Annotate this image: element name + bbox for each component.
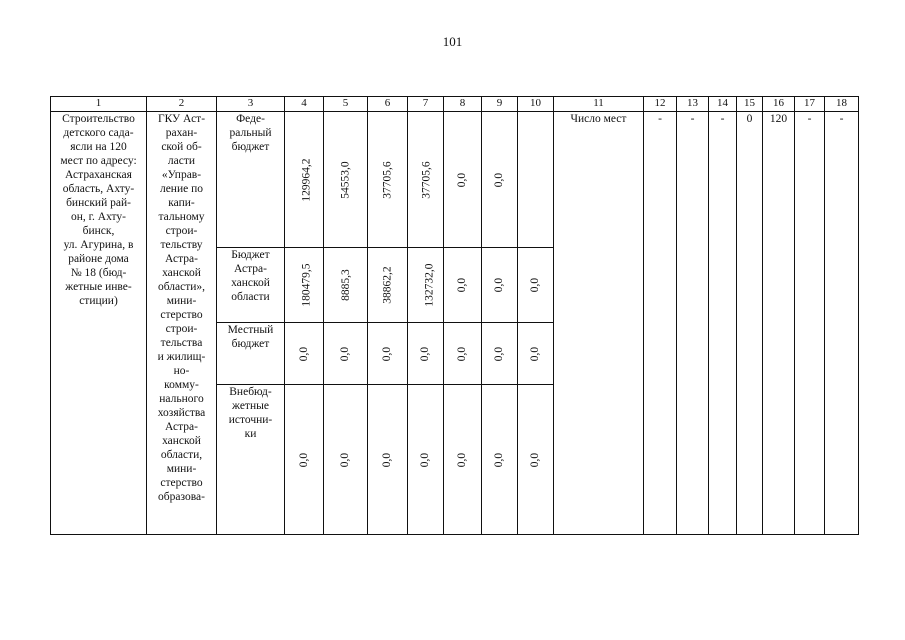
value-text: 38862,2 <box>381 266 394 304</box>
customer-name-line: но- <box>173 365 190 377</box>
column-header: 7 <box>408 97 444 112</box>
project-name-line: Строительство <box>62 113 135 125</box>
indicator-value: - <box>839 113 844 125</box>
value-text: 0,0 <box>456 277 469 293</box>
indicator-value-cell <box>737 112 763 535</box>
value-cell <box>408 112 444 248</box>
funding-source-line: Внебюд- <box>229 386 272 398</box>
value-cell <box>482 112 518 248</box>
customer-name-line: хозяйства <box>157 407 206 419</box>
indicator-value-cell <box>795 112 825 535</box>
indicator-value: - <box>720 113 725 125</box>
header-row <box>51 97 859 112</box>
value-text: 37705,6 <box>381 160 394 199</box>
indicator-value: 120 <box>769 113 788 125</box>
funding-source-line: бюджет <box>231 338 270 350</box>
project-name-line: область, Ахту- <box>62 183 135 195</box>
column-header: 1 <box>51 97 147 112</box>
value-cell <box>518 248 554 323</box>
column-header: 13 <box>677 97 709 112</box>
project-name-line: бинск, <box>82 225 115 237</box>
funding-source-line: ханской <box>231 277 270 289</box>
customer-name <box>147 112 216 504</box>
project-name-line: детского сада- <box>63 127 134 139</box>
value-cell <box>444 112 482 248</box>
value-cell <box>518 323 554 385</box>
project-name-line: бинский рай- <box>66 197 131 209</box>
value-text: 0,0 <box>529 452 542 467</box>
value-text: 0,0 <box>419 452 432 467</box>
funding-source-line: области <box>231 291 270 303</box>
column-header: 14 <box>709 97 737 112</box>
value-text: 0,0 <box>456 172 469 187</box>
customer-name-line: Астра- <box>165 253 198 265</box>
customer-name-line: области, <box>160 449 203 461</box>
indicator-value-cell <box>677 112 709 535</box>
customer-name-line: тальному <box>158 211 205 223</box>
column-header: 16 <box>763 97 795 112</box>
customer-name-line: ГКУ Аст- <box>157 113 206 125</box>
customer-name-line: ханской <box>162 267 201 279</box>
value-text: 54553,0 <box>339 160 352 199</box>
funding-source-line: Местный <box>227 324 274 336</box>
customer-name-line: строи- <box>165 225 198 237</box>
value-text: 8885,3 <box>339 269 352 301</box>
customer-name-line: комму- <box>164 379 199 391</box>
indicator-value-cell <box>644 112 677 535</box>
value-cell <box>482 385 518 535</box>
project-name-line: мест по адресу: <box>60 155 137 167</box>
project-name-line: он, г. Ахту- <box>70 211 127 223</box>
value-cell <box>285 112 324 248</box>
value-text: 0,0 <box>419 346 432 361</box>
funding-source-line: источни- <box>228 414 273 426</box>
budget-table <box>50 96 859 535</box>
value-cell <box>285 248 324 323</box>
funding-source <box>217 112 284 154</box>
value-cell <box>285 323 324 385</box>
value-text: 180479,5 <box>300 263 313 307</box>
column-header: 2 <box>147 97 217 112</box>
customer-name-line: Астра- <box>165 421 198 433</box>
customer-name-line: тельства <box>160 337 203 349</box>
value-cell <box>408 248 444 323</box>
column-header: 10 <box>518 97 554 112</box>
value-cell <box>324 323 368 385</box>
customer-name-line: капи- <box>168 197 195 209</box>
customer-name-line: ханской <box>162 435 201 447</box>
column-header: 3 <box>217 97 285 112</box>
value-text: 0,0 <box>493 277 506 293</box>
column-header: 8 <box>444 97 482 112</box>
project-name-line: жетные инве- <box>65 281 132 293</box>
column-header: 4 <box>285 97 324 112</box>
funding-source-cell <box>217 385 285 535</box>
column-header: 6 <box>368 97 408 112</box>
value-text: 129964,2 <box>300 157 313 202</box>
value-cell <box>368 385 408 535</box>
page-number: 101 <box>442 34 463 49</box>
project-name-line: Астраханская <box>65 169 132 181</box>
project-name-line: стиции) <box>79 295 118 307</box>
column-header: 15 <box>737 97 763 112</box>
value-text: 37705,6 <box>420 160 433 199</box>
value-text: 0,0 <box>529 277 542 293</box>
value-text: 0,0 <box>298 346 310 361</box>
customer-cell <box>147 112 217 535</box>
customer-name-line: рахан- <box>165 127 198 139</box>
indicator-name: Число мест <box>570 113 627 125</box>
value-cell <box>408 385 444 535</box>
funding-source-cell <box>217 248 285 323</box>
project-name-line: ясли на 120 <box>70 141 127 153</box>
funding-source-line: Астра- <box>234 263 267 275</box>
customer-name-line: ление по <box>159 183 204 195</box>
customer-name-line: «Управ- <box>161 169 202 181</box>
value-cell <box>368 323 408 385</box>
customer-name-line: тельству <box>160 239 203 251</box>
value-text: 0,0 <box>493 346 506 361</box>
column-header: 12 <box>644 97 677 112</box>
value-cell <box>444 385 482 535</box>
funding-source-line: Бюджет <box>231 249 270 261</box>
customer-name-line: ласти <box>167 155 196 167</box>
column-header: 5 <box>324 97 368 112</box>
value-cell <box>324 248 368 323</box>
customer-name-line: мини- <box>166 295 197 307</box>
project-name-cell <box>51 112 147 535</box>
project-name-line: районе дома <box>68 253 129 265</box>
column-header: 11 <box>554 97 644 112</box>
value-cell <box>285 385 324 535</box>
value-text: 0,0 <box>339 346 352 361</box>
value-cell <box>482 248 518 323</box>
value-text: 132732,0 <box>423 263 436 307</box>
funding-source <box>217 248 284 304</box>
indicator-value-cell <box>825 112 859 535</box>
value-cell <box>324 112 368 248</box>
indicator-value: 0 <box>746 113 753 125</box>
value-cell <box>518 112 554 248</box>
value-cell <box>408 323 444 385</box>
funding-source <box>217 323 284 351</box>
column-header: 17 <box>795 97 825 112</box>
project-name-line: № 18 (бюд- <box>70 267 127 279</box>
value-text: 0,0 <box>493 452 506 467</box>
value-cell <box>368 248 408 323</box>
value-text: 0,0 <box>456 452 469 467</box>
project-name <box>51 112 146 308</box>
column-header: 9 <box>482 97 518 112</box>
customer-name-line: нального <box>159 393 204 405</box>
value-text: 0,0 <box>456 346 469 361</box>
value-text: 0,0 <box>298 452 310 467</box>
value-cell <box>444 248 482 323</box>
customer-name-line: стерство <box>160 477 203 489</box>
funding-row-federal <box>51 112 859 248</box>
funding-source-cell <box>217 323 285 385</box>
value-text: 0,0 <box>339 452 352 467</box>
indicator-name-cell <box>554 112 644 535</box>
funding-source-cell <box>217 112 285 248</box>
indicator-value-cell <box>709 112 737 535</box>
customer-name-line: стерство <box>160 309 203 321</box>
project-name-line: ул. Агурина, в <box>63 239 134 251</box>
indicator-value-cell <box>763 112 795 535</box>
funding-source-line: ральный <box>229 127 272 139</box>
funding-source-line: жетные <box>232 400 269 412</box>
value-cell <box>482 323 518 385</box>
value-text: 0,0 <box>381 346 394 361</box>
customer-name-line: ской об- <box>161 141 202 153</box>
customer-name-line: области», <box>157 281 206 293</box>
value-cell <box>444 323 482 385</box>
value-cell <box>518 385 554 535</box>
value-cell <box>324 385 368 535</box>
indicator-value: - <box>690 113 695 125</box>
funding-source-line: ки <box>244 428 257 440</box>
funding-source-line: бюджет <box>231 141 270 153</box>
value-cell <box>368 112 408 248</box>
customer-name-line: образова- <box>158 491 205 503</box>
indicator-value: - <box>658 113 662 125</box>
funding-source-line: Феде- <box>236 113 265 125</box>
value-text: 0,0 <box>529 346 542 361</box>
column-header: 18 <box>825 97 859 112</box>
funding-source <box>217 385 284 441</box>
customer-name-line: мини- <box>166 463 197 475</box>
value-text: 0,0 <box>381 452 394 467</box>
indicator-value: - <box>807 113 812 125</box>
customer-name-line: и жилищ- <box>157 351 206 363</box>
customer-name-line: строи- <box>165 323 198 335</box>
value-text: 0,0 <box>493 172 506 187</box>
